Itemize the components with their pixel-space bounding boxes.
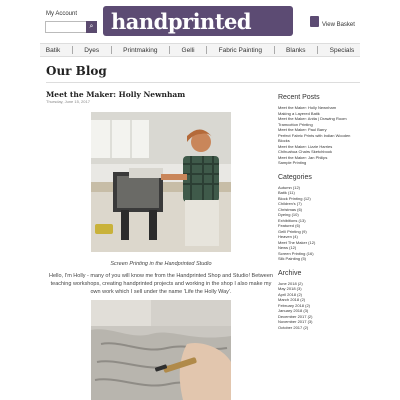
- recent-post-link[interactable]: Making a Layered Batik: [278, 110, 320, 116]
- archive-link[interactable]: November 2017 (3): [278, 319, 313, 324]
- category-link[interactable]: Autumn (12): [278, 184, 301, 190]
- recent-post-link[interactable]: Meet the Maker: Jan Philips: [278, 154, 328, 160]
- nav-divider: [72, 46, 73, 54]
- category-link[interactable]: Silk Painting (5): [278, 256, 307, 261]
- search-icon: ⌕: [89, 23, 94, 30]
- sidebar: [278, 94, 358, 330]
- recent-post-link[interactable]: Meet the Maker: Anita | Drawing Room: [278, 116, 347, 121]
- archive-link[interactable]: April 2018 (2): [278, 291, 303, 297]
- recent-post-link[interactable]: Tramcotton Printing: [278, 121, 313, 127]
- categories-list: [278, 185, 358, 262]
- archive-link[interactable]: May 2018 (3): [278, 286, 302, 291]
- nav-item-blanks[interactable]: Blanks: [286, 46, 306, 54]
- site-logo[interactable]: [103, 6, 293, 36]
- category-link[interactable]: Meet The Maker (12): [278, 239, 316, 245]
- archive-link[interactable]: June 2018 (2): [278, 280, 303, 286]
- header: [0, 0, 400, 40]
- nav-item-dyes[interactable]: Dyes: [84, 46, 100, 54]
- nav-divider: [111, 46, 112, 54]
- category-link[interactable]: Block Printing (12): [278, 195, 311, 201]
- nav-item-batik[interactable]: Batik: [45, 46, 61, 54]
- title-divider: [46, 82, 360, 83]
- post-date: Thursday, June 15, 2017: [46, 99, 90, 104]
- my-account-link[interactable]: My Account: [46, 11, 78, 17]
- categories-heading: Categories: [278, 173, 312, 181]
- recent-post-link[interactable]: Meet the Maker: Holly Newnham: [278, 105, 337, 110]
- archive-link[interactable]: March 2018 (2): [278, 297, 306, 302]
- archive-link[interactable]: February 2018 (2): [278, 302, 311, 308]
- printing-closeup-photo: [91, 300, 231, 400]
- post-title-link[interactable]: Meet the Maker: Holly Newnham: [46, 90, 186, 99]
- category-link[interactable]: Gelli Printing (9): [278, 228, 307, 234]
- main-nav: [40, 43, 360, 57]
- recent-post-link[interactable]: Perfect Fabric Prints with Indian Wooden Blocks: [278, 132, 351, 143]
- studio-photo-illustration: [91, 112, 231, 252]
- archive-heading: Archive: [278, 269, 302, 277]
- roller-handle-icon: [361, 28, 365, 36]
- recent-post-link[interactable]: Sample Printing: [278, 160, 307, 165]
- category-link[interactable]: Exhibitions (13): [278, 217, 306, 223]
- archive-list: [278, 281, 358, 331]
- basket-icon[interactable]: [310, 16, 319, 27]
- category-link[interactable]: Screen Printing (16): [278, 250, 314, 256]
- archive-link[interactable]: December 2017 (2): [278, 313, 313, 319]
- nav-item-specials[interactable]: Specials: [329, 46, 355, 54]
- nav-item-printmaking[interactable]: Printmaking: [123, 46, 158, 54]
- archive-link[interactable]: January 2018 (3): [278, 308, 309, 313]
- nav-divider: [169, 46, 170, 54]
- post-intro-text: Hello, I'm Holly - many of you will know me from the Handprinted Shop and Studio! Between teaching workshops, creating handprinted projects and working in the shop I also make my own work which I sell under the name 'Life the Holly Way'.: [49, 273, 273, 295]
- category-link[interactable]: Featured (6): [278, 223, 301, 228]
- category-link[interactable]: Children's (7): [278, 201, 302, 206]
- search-input[interactable]: [45, 21, 87, 33]
- recent-post-link[interactable]: Meet the Maker: Lizzie Harries: [278, 143, 333, 149]
- printing-closeup-illustration: [91, 300, 231, 400]
- search-button[interactable]: [86, 21, 97, 33]
- studio-photo: [91, 112, 231, 252]
- page-title: Our Blog: [46, 64, 107, 78]
- photo-caption: Screen Printing in the Handprinted Studio: [110, 261, 212, 267]
- recent-posts-list: [278, 105, 358, 166]
- recent-post-link[interactable]: Meet the Maker: Paul Barry: [278, 127, 327, 132]
- category-link[interactable]: Batik (11): [278, 190, 295, 195]
- nav-divider: [274, 46, 275, 54]
- view-basket-link[interactable]: View Basket: [322, 22, 355, 28]
- category-link[interactable]: Dyeing (10): [278, 212, 299, 217]
- nav-divider: [206, 46, 207, 54]
- nav-item-gelli[interactable]: Gelli: [181, 46, 195, 54]
- recent-posts-heading: Recent Posts: [278, 94, 320, 101]
- archive-link[interactable]: October 2017 (2): [278, 324, 309, 330]
- recent-post-link[interactable]: Chihuahua Chairs Sketchbook: [278, 149, 333, 154]
- category-link[interactable]: Heaven (4): [278, 234, 298, 239]
- nav-divider: [317, 46, 318, 54]
- nav-item-fabric-painting[interactable]: Fabric Painting: [218, 46, 262, 54]
- logo-text: handprinted: [111, 9, 252, 34]
- category-link[interactable]: News (12): [278, 245, 297, 250]
- category-link[interactable]: Christmas (6): [278, 206, 303, 212]
